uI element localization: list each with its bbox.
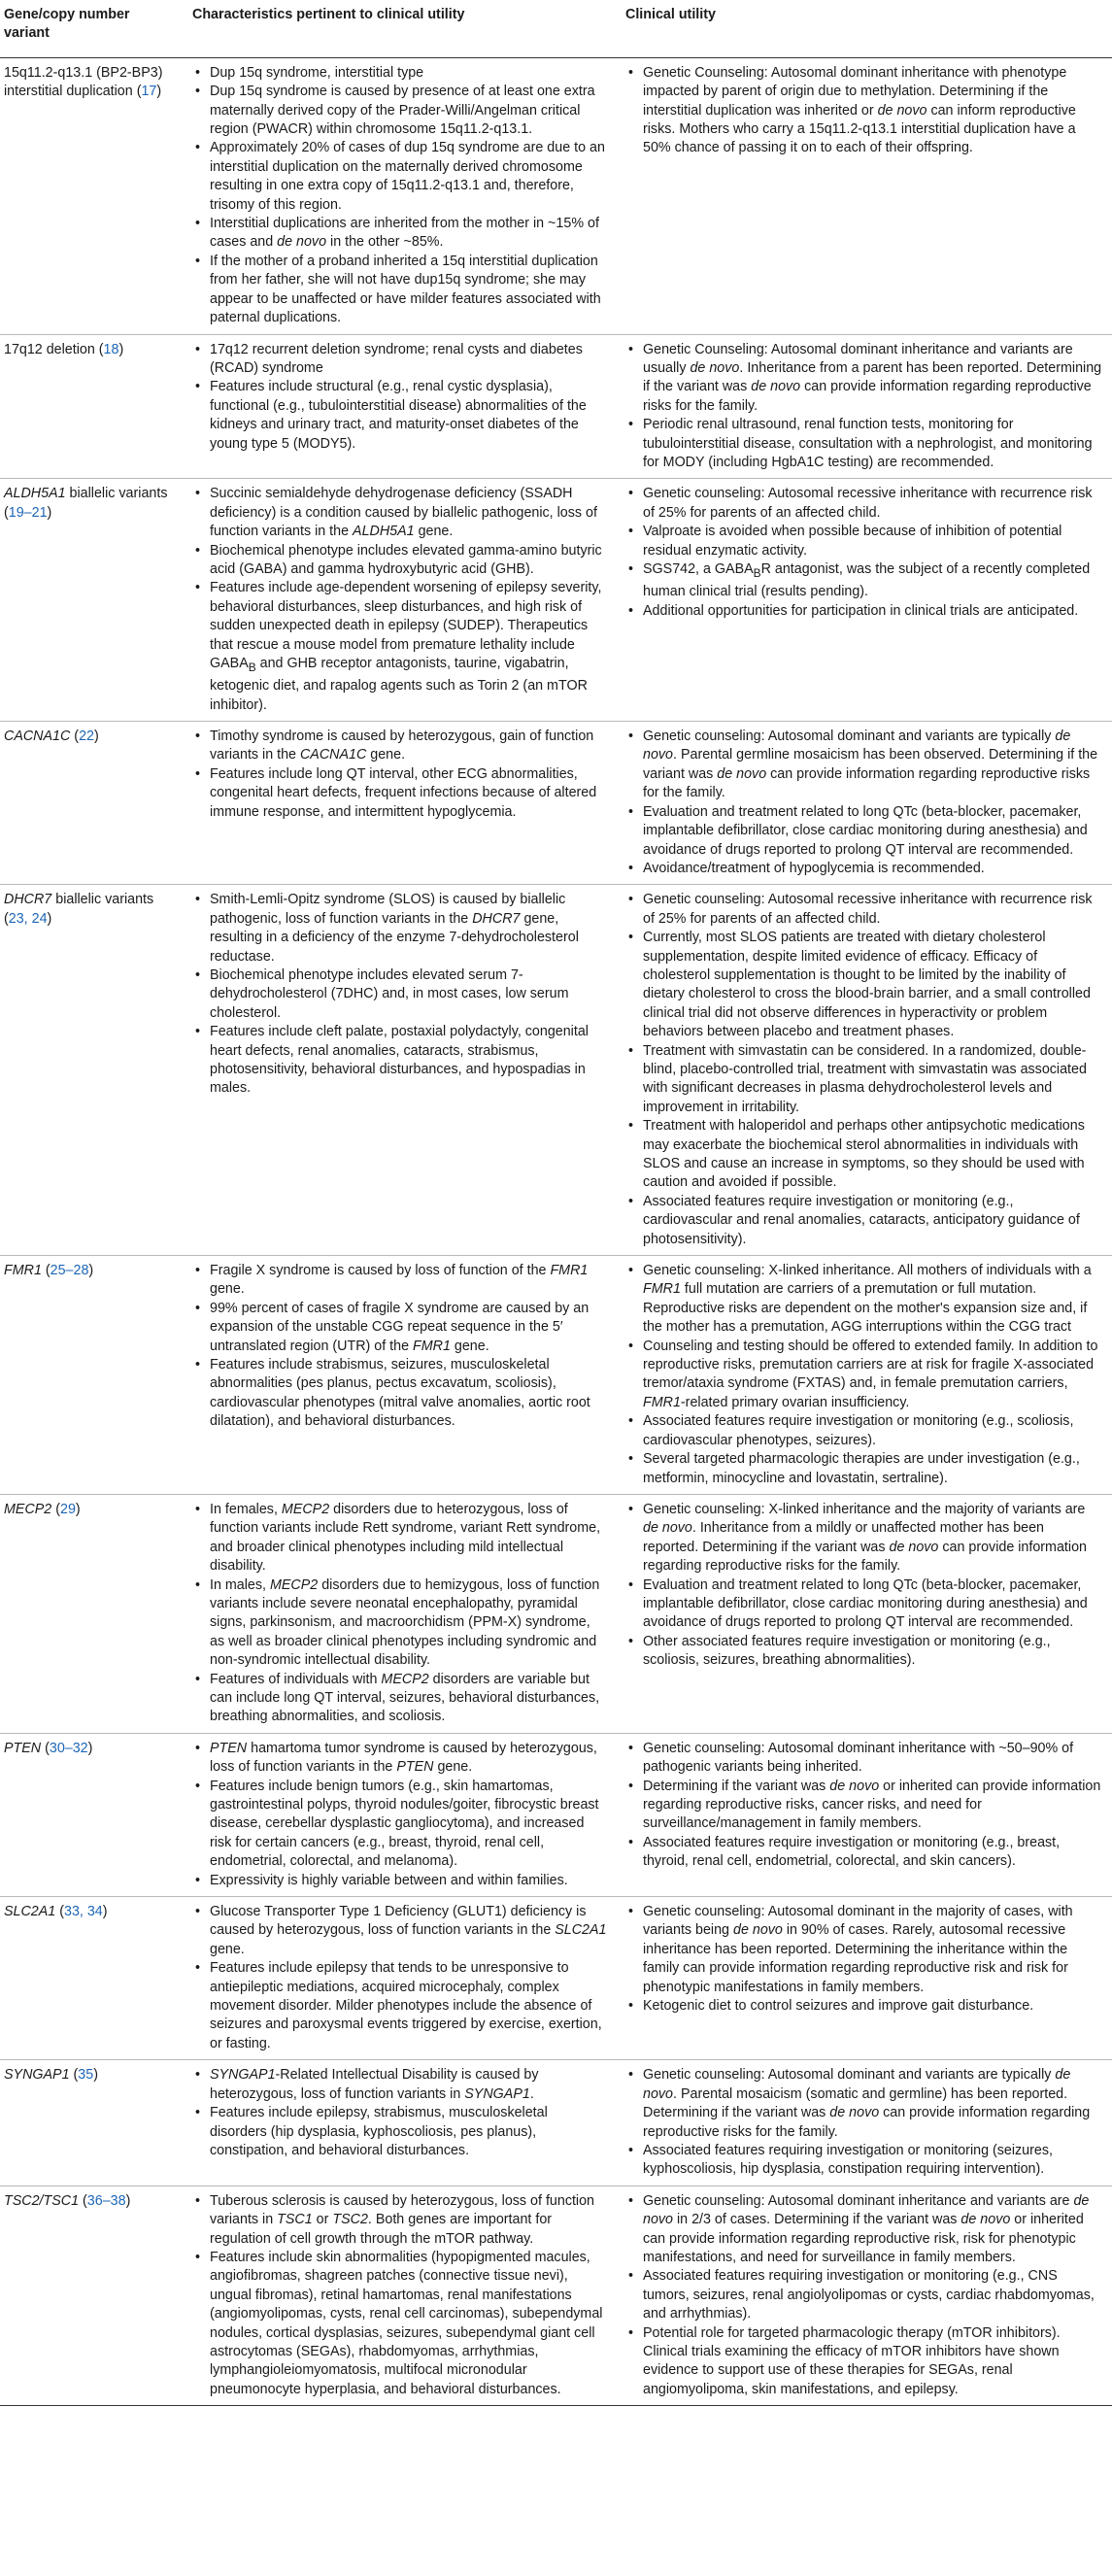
list-item: • Associated features require investigation or monitoring (e.g., breast, thyroid, renal cell, endometrial, colorectal, and skin cancers). [643,1834,1102,1872]
utility-cell [618,334,1112,479]
gene-cell: FMR1 (25–28) [4,1263,94,1279]
reference-link[interactable]: 17 [141,84,157,100]
utility-cell-list [625,2192,1102,2399]
list-item: • Succinic semialdehyde dehydrogenase deficiency (SSADH deficiency) is a condition caused by biallelic pathogenic, loss of function variants in the ALDH5A1 gene. [210,485,608,541]
characteristics-cell [185,1733,618,1896]
header-utility: Clinical utility [618,0,1112,57]
list-item: • 17q12 recurrent deletion syndrome; renal cysts and diabetes (RCAD) syndrome [210,341,608,379]
list-item: • Approximately 20% of cases of dup 15q syndrome are due to an interstitial duplication on the maternally derived chromosome resulting in one extra copy of 15q11.2-q13.1 and, therefore, trisomy of this region. [210,139,608,215]
list-item: • Features include benign tumors (e.g., skin hamartomas, gastrointestinal polyps, thyroid nodules/goiter, fibrocystic breast disease, cerebellar dysplastic gangliocytoma), and increased risk for certain cancers (e.g., breast, thyroid, renal cell, endometrial, colorectal, and melanoma). [210,1778,608,1872]
characteristics-cell [185,479,618,722]
gene-cell: PTEN (30–32) [4,1740,93,1756]
list-item: • Features include skin abnormalities (hypopigmented macules, angiofibromas, shagreen patches (connective tissue nevi), ungual fibromas), retinal hamartomas, renal manifestations (angiomyolipomas, cysts, renal cell carcinomas), subependymal nodules, cortical dysplasias, seizures, subependymal giant cell astrocytomas (SEGAs), rhabdomyomas, arrhythmias, lymphangioleiomyomatosis, multifocal micronodular pneumonocyte hyperplasia, and behavioral disturbances. [210,2249,608,2399]
list-item: • Avoidance/treatment of hypoglycemia is recommended. [643,860,1102,878]
list-item: • Genetic counseling: X-linked inheritance. All mothers of individuals with a FMR1 full mutation are carriers of a premutation or full mutation. Reproductive risks are dependent on the mother's expansion size and, if the mother has a premutation, AGG interruptions within the CGG tract [643,1262,1102,1338]
reference-link[interactable]: 22 [79,729,94,745]
list-item: • Genetic counseling: Autosomal dominant inheritance and variants are de novo in 2/3 of cases. Determining if the variant was de novo or inherited can provide information regarding reproductive risk, risk for phenotypic manifestations, and need for surveillance in family members. [643,2192,1102,2268]
utility-cell [618,2186,1112,2405]
gene-name: CACNA1C [4,729,71,745]
utility-cell [618,479,1112,722]
gene-name: SYNGAP1 [4,2067,70,2084]
utility-cell-list [625,1903,1102,2016]
gene-name: ALDH5A1 biallelic variants [4,486,168,502]
gene-name: 17q12 deletion [4,341,95,357]
list-item: • Genetic Counseling: Autosomal dominant inheritance and variants are usually de novo. Inheritance from a parent has been reported. Determining if the variant was de novo can provide information regarding reproductive risks for the family. [643,341,1102,417]
table-row [0,1256,1112,1495]
list-item: • Genetic Counseling: Autosomal dominant inheritance with phenotype impacted by parent of origin due to methylation. Determining if the interstitial duplication was inherited or de novo can inform reproductive risks. Mothers who carry a 15q11.2-q13.1 interstitial duplication have a 50% chance of passing it on to each of their offspring. [643,64,1102,158]
list-item: • In males, MECP2 disorders due to hemizygous, loss of function variants include severe neonatal encephalopathy, pyramidal signs, parkinsonism, and macroorchidism (PPM-X) syndrome, as well as broader clinical phenotypes including syndromic and non-syndromic intellectual disability. [210,1576,608,1671]
gene-name: DHCR7 biallelic variants [4,892,154,908]
characteristics-cell [185,722,618,885]
gene-name: FMR1 [4,1263,42,1279]
characteristics-cell-list [192,2066,608,2160]
list-item: • Genetic counseling: Autosomal recessive inheritance with recurrence risk of 25% for parents of an affected child. [643,485,1102,523]
gene-name: 15q11.2-q13.1 (BP2-BP3) interstitial duplication [4,64,163,100]
characteristics-cell-list [192,891,608,1098]
utility-cell [618,1897,1112,2060]
list-item: • Treatment with haloperidol and perhaps other antipsychotic medications may exacerbate the biochemical sterol abnormalities in individuals with SLOS and cause an increase in symptoms, so they should be used with caution and avoided if possible. [643,1117,1102,1193]
list-item: • Genetic counseling: Autosomal dominant and variants are typically de novo. Parental germline mosaicism has been observed. Determining if the variant was de novo can provide information regarding reproductive risks for the family. [643,728,1102,803]
table-row [0,885,1112,1256]
reference-link[interactable]: 23, 24 [8,910,48,927]
list-item: • In females, MECP2 disorders due to heterozygous, loss of function variants include Rett syndrome, variant Rett syndrome, and broader clinical phenotypes including mild intellectual disability. [210,1501,608,1576]
list-item: • Additional opportunities for participation in clinical trials are anticipated. [643,602,1102,621]
characteristics-cell-list [192,64,608,328]
list-item: • Valproate is avoided when possible because of inhibition of potential residual enzymatic activity. [643,523,1102,560]
list-item: • Several targeted pharmacologic therapies are under investigation (e.g., metformin, minocycline and lovastatin, sertraline). [643,1450,1102,1488]
list-item: • Features include epilepsy that tends to be unresponsive to antiepileptic mediations, acquired microcephaly, complex movement disorder. Milder phenotypes include the absence of seizures and paroxysmal events triggered by exercise, exertion, or fasting. [210,1959,608,2053]
header-row [0,0,1112,57]
list-item: • Tuberous sclerosis is caused by heterozygous, loss of function variants in TSC1 or TSC2. Both genes are important for regulation of cell growth through the mTOR pathway. [210,2192,608,2249]
list-item: • Fragile X syndrome is caused by loss of function of the FMR1 gene. [210,1262,608,1300]
utility-cell [618,885,1112,1256]
list-item: • Evaluation and treatment related to long QTc (beta-blocker, pacemaker, implantable defibrillator, close cardiac monitoring during anesthesia) and avoidance of drugs reported to prolong QT interval are recommended. [643,1576,1102,1633]
table-row [0,57,1112,334]
characteristics-cell [185,57,618,334]
table-row [0,479,1112,722]
utility-cell [618,722,1112,885]
gene-cell: SYNGAP1 (35) [4,2067,98,2084]
gene-name: SLC2A1 [4,1904,56,1920]
utility-cell-list [625,1501,1102,1671]
table-row [0,722,1112,885]
gene-cell: DHCR7 biallelic variants (23, 24) [4,892,154,927]
gene-name: MECP2 [4,1501,52,1517]
utility-cell [618,1733,1112,1896]
characteristics-cell-list [192,2192,608,2399]
list-item: • SGS742, a $GABA_BR$ antagonist, was the subject of a recently completed human clinical trial (results pending). [643,560,1102,602]
list-item: • Biochemical phenotype includes elevated gamma-amino butyric acid (GABA) and gamma hydroxybutyric acid (GHB). [210,542,608,580]
reference-link[interactable]: 30–32 [49,1740,88,1756]
table-row [0,2060,1112,2186]
list-item: • Features include age-dependent worsening of epilepsy severity, behavioral disturbances, sleep disturbances, and high risk of sudden unexpected death in epilepsy (SUDEP). Therapeutics that rescue a mouse model from premature lethality include $GABA_B$ and GHB receptor antagonists, taurine, vigabatrin, ketogenic diet, and rapalog agents such as Torin 2 (an mTOR inhibitor). [210,579,608,715]
list-item: • Periodic renal ultrasound, renal function tests, monitoring for tubulointerstitial disease, consultation with a nephrologist, and monitoring for MODY (including HgbA1C testing) are recommended. [643,416,1102,472]
gene-cell: SLC2A1 (33, 34) [4,1904,108,1920]
list-item: • Potential role for targeted pharmacologic therapy (mTOR inhibitors). Clinical trials examining the efficacy of mTOR inhibitors have shown evidence to support use of these therapies for SEGAs, renal angiomyolipoma, skin manifestations, and epilepsy. [643,2324,1102,2400]
gene-cell: CACNA1C (22) [4,729,99,745]
list-item: • Features include cleft palate, postaxial polydactyly, congenital heart defects, renal anomalies, cataracts, strabismus, photosensitivity, behavioral disturbances, and hypospadias in males. [210,1023,608,1099]
reference-link[interactable]: 33, 34 [64,1904,103,1920]
utility-cell-list [625,2066,1102,2179]
gene-name: TSC2/TSC1 [4,2192,80,2209]
list-item: • Genetic counseling: Autosomal recessive inheritance with recurrence risk of 25% for parents of an affected child. [643,891,1102,929]
list-item: • Ketogenic diet to control seizures and improve gait disturbance. [643,1997,1102,2016]
list-item: • Genetic counseling: X-linked inheritance and the majority of variants are de novo. Inheritance from a mildly or unaffected mother has been reported. Determining if the variant was de novo can provide information regarding reproductive risks for the family. [643,1501,1102,1576]
table-row [0,1897,1112,2060]
list-item: • SYNGAP1-Related Intellectual Disability is caused by heterozygous, loss of function variants in SYNGAP1. [210,2066,608,2104]
utility-cell-list [625,341,1102,473]
header-characteristics: Characteristics pertinent to clinical utility [185,0,618,57]
characteristics-cell [185,2060,618,2186]
list-item: • Features include long QT interval, other ECG abnormalities, congenital heart defects, frequent infections because of altered immune response, and intermittent hypoglycemia. [210,765,608,822]
utility-cell [618,1256,1112,1495]
list-item: • Counseling and testing should be offered to extended family. In addition to reproductive risks, premutation carriers are at risk for fragile X-associated tremor/ataxia syndrome (FXTAS) and, in female premutation carriers, FMR1-related primary ovarian insufficiency. [643,1338,1102,1413]
gene-cell: TSC2/TSC1 (36–38) [4,2192,131,2209]
list-item: • Treatment with simvastatin can be considered. In a randomized, double-blind, placebo-controlled trial, treatment with simvastatin was associated with significant decreases in plasma dehydrocholesterol levels and improvement in irritability. [643,1042,1102,1118]
gene-cell: MECP2 (29) [4,1501,81,1517]
reference-link[interactable]: 36–38 [86,2192,126,2209]
reference-link[interactable]: 29 [60,1501,76,1517]
utility-cell-list [625,485,1102,621]
characteristics-cell [185,1897,618,2060]
characteristics-cell [185,2186,618,2405]
list-item: • Genetic counseling: Autosomal dominant and variants are typically de novo. Parental mosaicism (somatic and germline) has been reported. Determining if the variant was de novo can provide information regarding reproductive risks for the family. [643,2066,1102,2142]
gene-cell: 17q12 deletion (18) [4,341,124,357]
list-item: • Genetic counseling: Autosomal dominant inheritance with ~50–90% of pathogenic variants being inherited. [643,1740,1102,1778]
list-item: • 99% percent of cases of fragile X syndrome are caused by an expansion of the unstable CGG repeat sequence in the 5′ untranslated region (UTR) of the FMR1 gene. [210,1300,608,1356]
table-row [0,1733,1112,1896]
utility-cell [618,57,1112,334]
list-item: • Interstitial duplications are inherited from the mother in ~15% of cases and de novo in the other ~85%. [210,215,608,253]
characteristics-cell-list [192,1262,608,1432]
header-gene: Gene/copy number variant [0,0,185,57]
characteristics-cell-list [192,485,608,715]
reference-link[interactable]: 18 [103,341,119,357]
list-item: • Currently, most SLOS patients are treated with dietary cholesterol supplementation, despite limited evidence of efficacy. Efficacy of cholesterol supplementation is thought to be limited by the inability of dietary cholesterol to cross the blood-brain barrier, and a small controlled clinical trial did not observe differences in hyperactivity or problem behaviors between placebo and treatment phases. [643,929,1102,1041]
list-item: • Features of individuals with MECP2 disorders are variable but can include long QT interval, seizures, behavioral disturbances, breathing abnormalities, and scoliosis. [210,1671,608,1727]
characteristics-cell [185,1256,618,1495]
characteristics-cell-list [192,728,608,822]
list-item: • Evaluation and treatment related to long QTc (beta-blocker, pacemaker, implantable defibrillator, close cardiac monitoring during anesthesia) and avoidance of drugs reported to prolong QT interval are recommended. [643,803,1102,860]
list-item: • Other associated features require investigation or monitoring (e.g., scoliosis, seizures, breathing abnormalities). [643,1633,1102,1671]
list-item: • Determining if the variant was de novo or inherited can provide information regarding reproductive risks, cancer risks, and need for surveillance/management in family members. [643,1778,1102,1834]
utility-cell-list [625,728,1102,878]
list-item: • Expressivity is highly variable between and within families. [210,1872,608,1890]
reference-link[interactable]: 19–21 [8,504,48,521]
list-item: • Biochemical phenotype includes elevated serum 7-dehydrocholesterol (7DHC) and, in most cases, low serum cholesterol. [210,966,608,1023]
characteristics-cell-list [192,1501,608,1727]
utility-cell-list [625,64,1102,158]
list-item: • Genetic counseling: Autosomal dominant in the majority of cases, with variants being de novo in 90% of cases. Rarely, autosomal recessive inheritance has been reported. Determining the inheritance within the family can provide information regarding reproductive risk and risk for phenotypic manifestations in family members. [643,1903,1102,1997]
list-item: • Glucose Transporter Type 1 Deficiency (GLUT1) deficiency is caused by heterozygous, loss of function variants in the SLC2A1 gene. [210,1903,608,1959]
utility-cell-list [625,891,1102,1249]
utility-cell [618,1494,1112,1733]
list-item: • Features include structural (e.g., renal cystic dysplasia), functional (e.g., tubulointerstitial disease) abnormalities of the kidneys and urinary tract, and maturity-onset diabetes of the young type 5 (MODY5). [210,378,608,454]
characteristics-cell [185,885,618,1256]
utility-cell-list [625,1740,1102,1872]
list-item: • Smith-Lemli-Opitz syndrome (SLOS) is caused by biallelic pathogenic, loss of function variants in the DHCR7 gene, resulting in a deficiency of the enzyme 7-dehydrocholesterol reductase. [210,891,608,966]
list-item: • Associated features require investigation or monitoring (e.g., cardiovascular and renal anomalies, cataracts, anticipatory guidance of photosensitivity). [643,1193,1102,1249]
table-row [0,2186,1112,2405]
list-item: • Features include epilepsy, strabismus, musculoskeletal disorders (hip dysplasia, kyphoscoliosis, pes planus), constipation, and behavioral disturbances. [210,2104,608,2160]
gene-cell: 15q11.2-q13.1 (BP2-BP3) interstitial duplication (17) [4,64,163,100]
characteristics-cell-list [192,1740,608,1890]
reference-link[interactable]: 35 [78,2067,94,2084]
list-item: • Timothy syndrome is caused by heterozygous, gain of function variants in the CACNA1C gene. [210,728,608,765]
reference-link[interactable]: 25–28 [50,1263,89,1279]
list-item: • Features include strabismus, seizures, musculoskeletal abnormalities (pes planus, pectus excavatum, scoliosis), cardiovascular phenotypes (mitral valve anomalies, aortic root dilatation), and behavioral disturbances. [210,1356,608,1432]
table-row [0,1494,1112,1733]
list-item: • Associated features requiring investigation or monitoring (e.g., CNS tumors, seizures, renal angiolyolipomas or cysts, cardiac rhabdomyomas, and arrhythmias). [643,2267,1102,2323]
list-item: • Dup 15q syndrome, interstitial type [210,64,608,83]
characteristics-cell [185,334,618,479]
characteristics-cell-list [192,341,608,454]
list-item: • Dup 15q syndrome is caused by presence of at least one extra maternally derived copy of the Prader-Willi/Angelman critical region (PWACR) within chromosome 15q11.2-q13.1. [210,83,608,139]
gene-cell: ALDH5A1 biallelic variants (19–21) [4,486,168,521]
list-item: • PTEN hamartoma tumor syndrome is caused by heterozygous, loss of function variants in the PTEN gene. [210,1740,608,1778]
characteristics-cell [185,1494,618,1733]
list-item: • If the mother of a proband inherited a 15q interstitial duplication from her father, she will not have dup15q syndrome; she may appear to be unaffected or have milder features associated with paternal duplications. [210,253,608,328]
list-item: • Associated features requiring investigation or monitoring (seizures, kyphoscoliosis, hip dysplasia, constipation requiring intervention). [643,2142,1102,2180]
list-item: • Associated features require investigation or monitoring (e.g., scoliosis, cardiovascular phenotypes, seizures). [643,1412,1102,1450]
utility-cell-list [625,1262,1102,1488]
table-row [0,334,1112,479]
characteristics-cell-list [192,1903,608,2053]
utility-cell [618,2060,1112,2186]
gene-name: PTEN [4,1740,42,1756]
